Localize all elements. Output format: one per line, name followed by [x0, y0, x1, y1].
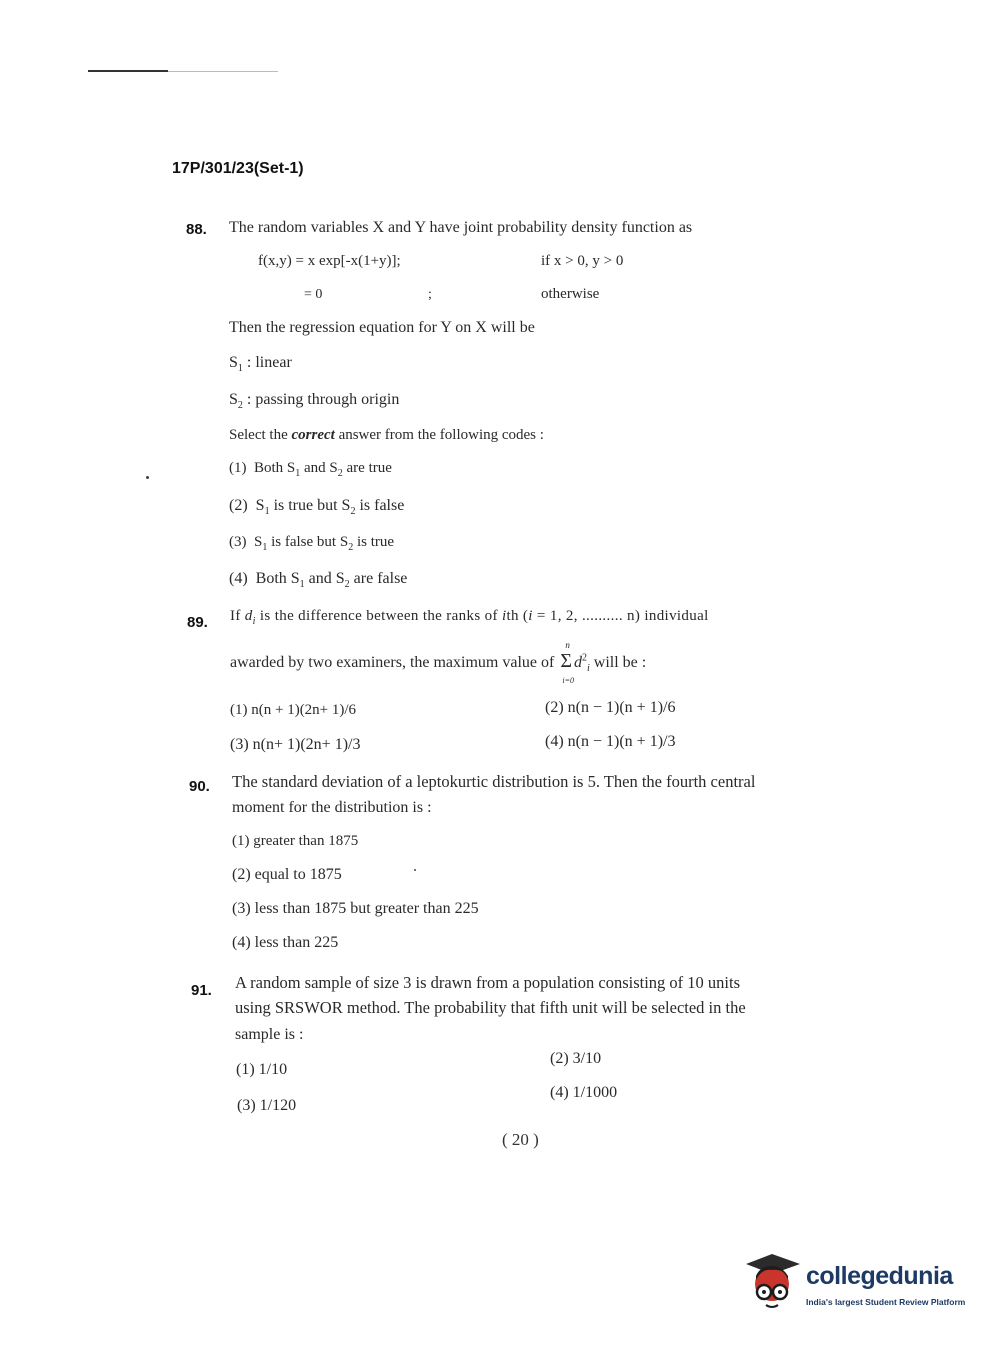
q88-pdf-condition: if x > 0, y > 0 — [541, 253, 624, 269]
q91-option-4: (4) 1/1000 — [550, 1084, 618, 1101]
q88-option-4: (4) Both $S_1$ and $S_2$ are false — [229, 570, 408, 591]
q88-option-2: (2) $S_1$ is true but $S_2$ is false — [229, 497, 405, 518]
q89-option-2: (2) n(n − 1)(n + 1)/6 — [545, 699, 676, 716]
top-rule — [88, 70, 168, 72]
scan-speck — [146, 476, 149, 479]
q89-number: 89. — [187, 614, 208, 631]
brand-name: collegedunia — [806, 1262, 953, 1290]
q91-option-3: (3) 1/120 — [237, 1097, 297, 1114]
q89-line-1: If $d_i$ is the difference between the ranks of ith (i = 1, 2, .......... n) individual — [230, 608, 709, 627]
q91-option-2: (2) 3/10 — [550, 1050, 602, 1067]
q89-option-4: (4) n(n − 1)(n + 1)/3 — [545, 733, 676, 750]
q90-number: 90. — [189, 778, 210, 795]
q90-option-2: (2) equal to 1875 — [232, 866, 342, 883]
q88-pdf-definition: f(x,y) = x exp[-x(1+y)]; — [258, 253, 401, 269]
summation-symbol: n Σ i=0 — [560, 640, 574, 685]
q88-stem: The random variables X and Y have joint probability density function as — [229, 219, 693, 236]
q88-statement-s2: $S_2$ : passing through origin — [229, 391, 400, 412]
q88-option-3: (3) $S_1$ is false but $S_2$ is true — [229, 534, 395, 553]
q88-pdf-separator: ; — [428, 287, 432, 302]
q90-option-1: (1) greater than 1875 — [232, 833, 359, 849]
paper-code: 17P/301/23(Set-1) — [172, 160, 304, 177]
q89-option-1: (1) n(n + 1)(2n+ 1)/6 — [230, 702, 357, 718]
collegedunia-mascot-icon — [742, 1250, 804, 1312]
q89-line-2: awarded by two examiners, the maximum value of n Σ i=0 $d^2_i$ will be : — [230, 640, 647, 685]
q91-line-2: using SRSWOR method. The probability that fifth unit will be selected in the — [235, 998, 746, 1017]
brand-tagline: India's largest Student Review Platform — [806, 1297, 966, 1307]
q91-option-1: (1) 1/10 — [236, 1061, 288, 1078]
q88-option-1: (1) Both $S_1$ and $S_2$ are true — [229, 460, 392, 479]
q88-pdf-otherwise: otherwise — [541, 286, 600, 302]
q91-line-3: sample is : — [235, 1026, 304, 1043]
q90-option-4: (4) less than 225 — [232, 934, 339, 951]
page-number: ( 20 ) — [502, 1130, 539, 1149]
top-rule-faint — [168, 71, 278, 72]
q88-instruction: Select the correct answer from the following codes : — [229, 427, 544, 443]
q88-number: 88. — [186, 221, 207, 238]
q91-number: 91. — [191, 982, 212, 999]
q90-line-1: The standard deviation of a leptokurtic distribution is 5. Then the fourth central — [232, 772, 756, 791]
q88-pdf-zero: = 0 — [304, 287, 323, 302]
q90-line-2: moment for the distribution is : — [232, 799, 432, 816]
q90-option-3: (3) less than 1875 but greater than 225 — [232, 900, 479, 917]
q89-option-3: (3) n(n+ 1)(2n+ 1)/3 — [230, 736, 361, 753]
scan-speck — [414, 869, 416, 871]
q88-statement-s1: $S_1$ : linear — [229, 354, 292, 375]
q88-regression-line: Then the regression equation for Y on X will be — [229, 319, 535, 336]
q91-line-1: A random sample of size 3 is drawn from a population consisting of 10 units — [235, 973, 741, 992]
